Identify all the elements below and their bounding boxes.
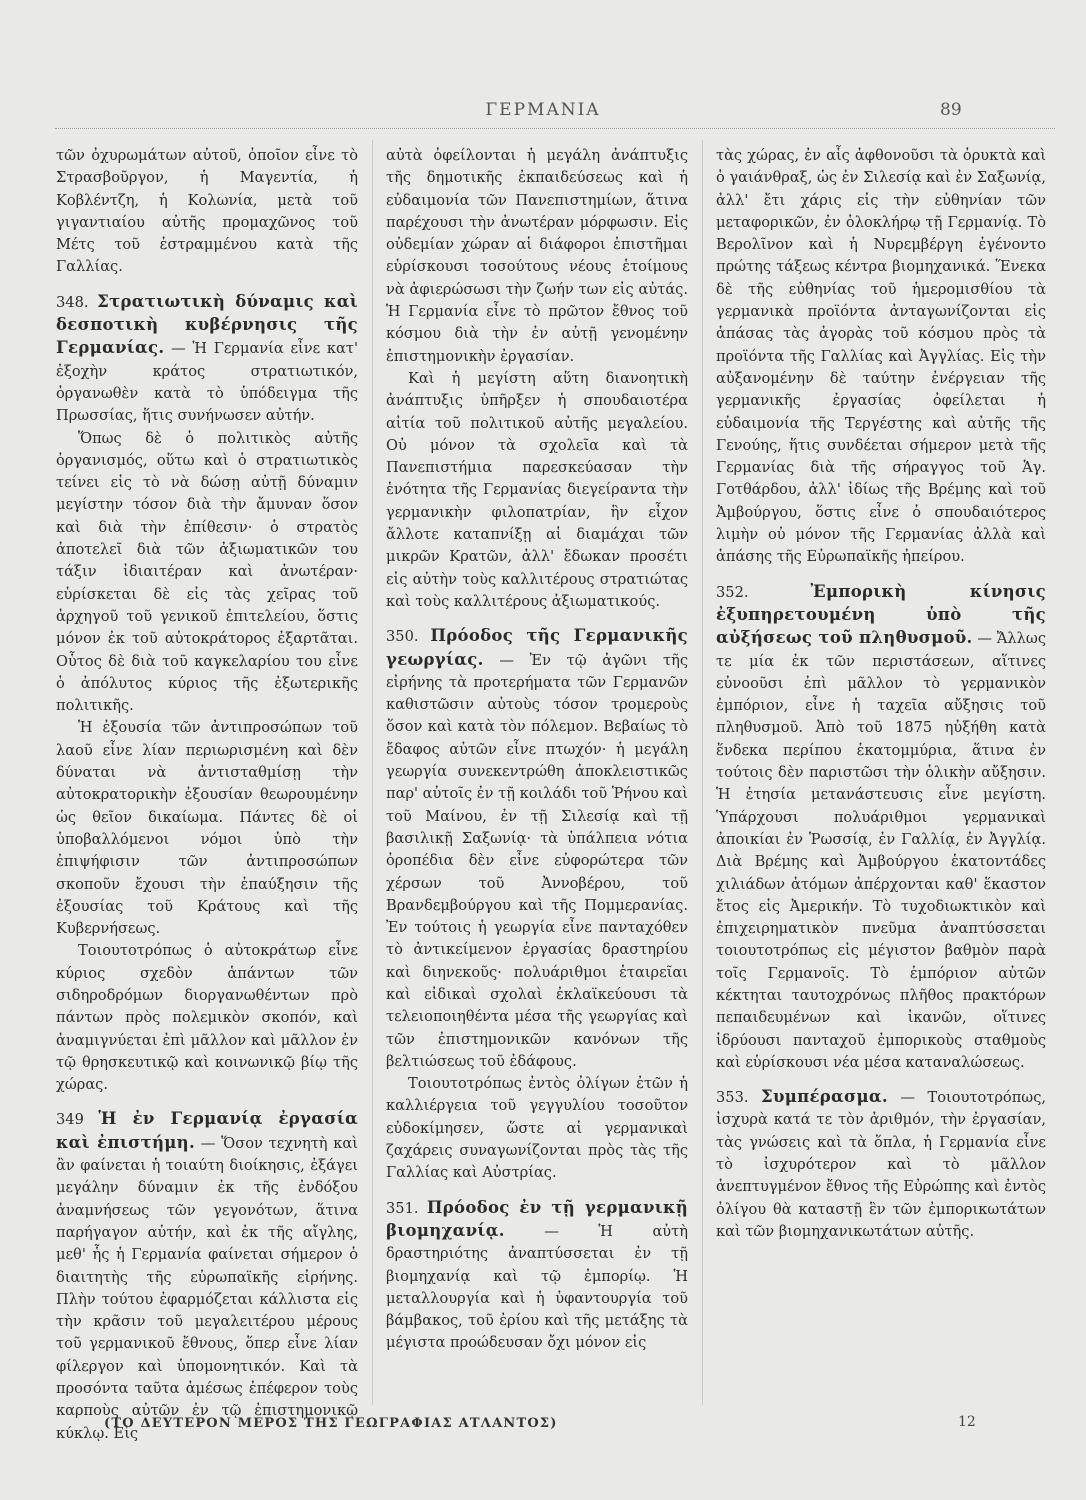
section-heading: Στρατιωτικὴ δύναμις καὶ δεσποτικὴ κυβέρνησις τῆς Γερμανίας. bbox=[56, 291, 358, 358]
section-351 bbox=[386, 1197, 688, 1355]
paragraph: αὐτὰ ὀφείλονται ἡ μεγάλη ἀνάπτυξις τῆς δημοτικῆς ἐκπαιδεύσεως καὶ ἡ εὐδαιμονία τῶν Πανεπιστημίων, ἅτινα παρέχουσι τὴν ἀνωτέραν μόρφωσιν. Εἰς οὐδεμίαν χώραν αἱ διάφοροι ἐπιστῆμαι εὑρίσκουσι τοσούτους νέους ἑτοίμους νὰ ἀφιερώσωσι τὴν ζωήν των εἰς αὐτάς. Ἡ Γερμανία εἶνε τὸ πρῶτον ἔθνος τοῦ κόσμου διὰ τὴν ἐν αὐτῇ γενομένην ἐπιστημονικὴν ἐργασίαν. bbox=[386, 147, 688, 365]
section-text: — Ἡ αὐτὴ δραστηριότης ἀναπτύσσεται ἐν τῇ βιομηχανίᾳ καὶ τῷ ἐμπορίῳ. Ἡ μεταλλουργία καὶ ἡ ὑφαντουργία τοῦ βάμβακος, τοῦ ἐρίου καὶ τῆς μετάξης τὰ μέγιστα προώδευσαν ὄχι μόνον εἰς bbox=[386, 1222, 688, 1352]
paragraph: τῶν ὀχυρωμάτων αὐτοῦ, ὁποῖον εἶνε τὸ Στρασβοῦργον, ἡ Μαγεντία, ἡ Κοβλέντζη, ἡ Κολωνία, μετὰ τοῦ γιγαντιαίου αὐτῆς προμαχῶνος τοῦ Μέτς τοῦ ἐστραμμένου κατὰ τῆς Γαλλίας. bbox=[56, 147, 358, 276]
section-heading: Πρόοδος ἐν τῇ γερμανικῇ βιομηχανίᾳ. bbox=[386, 1197, 688, 1240]
column-right bbox=[716, 145, 1046, 1410]
footer-note: (ΤΟ ΔΕΥΤΕΡΟΝ ΜΕΡΟΣ ΤΗΣ ΓΕΩΓΡΑΦΙΑΣ ΑΤΛΑΝΤΟΣ) bbox=[104, 1416, 558, 1431]
section-heading: Συμπέρασμα. bbox=[760, 1087, 888, 1107]
section-number: 352. bbox=[716, 583, 749, 601]
section-number: 350. bbox=[386, 628, 419, 646]
section-353 bbox=[716, 1086, 1046, 1243]
section-heading: Πρόοδος τῆς Γερμανικῆς γεωργίας. bbox=[386, 626, 688, 669]
section-text: — Ὅσον τεχνητὴ καὶ ἂν φαίνεται ἡ τοιαύτη διοίκησις, ἐξάγει μεγάλην δύναμιν ἐκ τῆς ἐνδόξου ἀναμνήσεως τῶν γεγονότων, ἅτινα παρήγαγον αὐτήν, καὶ ἐκ τῆς αἴγλης, μεθ' ἧς ἡ Γερμανία φαίνεται σήμερον ὁ διαιτητὴς τῆς εὐρωπαϊκῆς εἰρήνης. Πλὴν τούτου ἐφαρμόζεται κάλλιστα εἰς τὴν κρᾶσιν τοῦ μεγαλειτέρου μέρους τοῦ γερμανικοῦ ἔθνους, ὅπερ εἶνε λίαν φίλεργον καὶ ὑπομονητικόν. Καὶ τὰ προσόντα ταῦτα ἀμέσως ἐπέφερον τοὺς καρποὺς αὐτῶν ἐν τῷ ἐπιστημονικῷ κύκλῳ. Εἰς bbox=[56, 1134, 359, 1442]
section-350 bbox=[386, 625, 688, 1073]
section-text: — Ἡ Γερμανία εἶνε κατ' ἐξοχὴν κράτος στρατιωτικόν, ὀργανωθὲν κατὰ τὸ ὑπόδειγμα τῆς Πρωσσίας, ἥτις συνήνωσεν αὐτήν. bbox=[56, 340, 358, 425]
header-rule bbox=[55, 128, 1055, 129]
section-text: — Ἐν τῷ ἀγῶνι τῆς εἰρήνης τὰ προτερήματα τῶν Γερμανῶν καθιστῶσιν αὐτοὺς τόσον τρομεροὺς ὅσον καὶ κατὰ τὸν πόλεμον. Βεβαίως τὸ ἔδαφος αὐτῶν εἶνε πτωχόν· ἡ μεγάλη γεωργία συνεκεντρώθη ἀποκλειστικῶς παρ' αὐτοῖς ἐν τῇ κοιλάδι τοῦ Ῥήνου καὶ τοῦ Μαίνου, ἐν τῇ Σιλεσίᾳ καὶ τῇ βασιλικῇ Σαξωνίᾳ· τὰ ὑπάλπεια νότια ὀροπέδια δὲν εἶνε εὐφορώτερα τῶν χέρσων τοῦ Ἀννοβέρου, τοῦ Βρανδεμβούργου καὶ τῆς Πομμερανίας. Ἐν τούτοις ἡ γεωργία εἶνε πανταχόθεν τὸ ἀντικείμενον ἐργασίας δραστηρίου καὶ διηνεκοῦς· πολυάριθμοι ἑταιρεῖαι καὶ εἰδικαὶ σχολαὶ ἐκλαϊκεύουσι τὰ τελειοποιηθέντα μέσα τῆς γεωργίας καὶ τῶν ἐπιστημονικῶν κανόνων τῆς βελτιώσεως τοῦ ἐδάφους. bbox=[386, 651, 689, 1070]
signature-mark: 12 bbox=[958, 1414, 976, 1430]
paragraph: Τοιουτοτρόπως ὁ αὐτοκράτωρ εἶνε κύριος σχεδὸν ἁπάντων τῶν σιδηροδρόμων διοργανωθέντων πρὸ πάντων πρὸς πολεμικὸν σκοπόν, καὶ ἀναμιγνύεται ἐπὶ μᾶλλον καὶ μᾶλλον ἐν τῷ θρησκευτικῷ καὶ κοινωνικῷ βίῳ τῆς χώρας. bbox=[56, 942, 358, 1094]
section-number: 351. bbox=[386, 1199, 419, 1217]
paragraph: Ὅπως δὲ ὁ πολιτικὸς αὐτῆς ὀργανισμός, οὕτω καὶ ὁ στρατιωτικὸς τείνει εἰς τὸ νὰ δώσῃ αὐτῇ δύναμιν μεγίστην τόσον διὰ τὴν ἄμυναν ὅσον καὶ διὰ τὴν ἐπίθεσιν· ὁ στρατὸς ἀποτελεῖ διὰ τῶν ἀξιωματικῶν του τάξιν ἰδιαιτέραν καὶ ἀνωτέραν· εὑρίσκεται δὲ εἰς τὰς χεῖρας τοῦ ἀρχηγοῦ τοῦ γενικοῦ ἐπιτελείου, ὅστις μόνον ἐκ τοῦ αὐτοκράτορος ἐξαρτᾶται. Οὗτος δὲ διὰ τοῦ καγκελαρίου του εἶνε ὁ ἀπόλυτος κύριος τῆς ἐξωτερικῆς πολιτικῆς. bbox=[56, 429, 358, 715]
section-text: — Ἄλλως τε μία ἐκ τῶν περιστάσεων, αἵτινες εὐνοοῦσι ἐπὶ μᾶλλον τὸ γερμανικὸν ἐμπόριον, εἶνε ἡ ταχεῖα αὔξησις τοῦ πληθυσμοῦ. Ἀπὸ τοῦ 1875 ηὐξήθη κατὰ ἕνδεκα περίπου ἑκατομμύρια, ἅτινα ἐν τούτοις δὲν παριστῶσι τὴν ὁλικὴν αὔξησιν. Ἡ ἐτησία μετανάστευσις εἶνε μεγίστη. Ὑπάρχουσι πολυάριθμοι γερμανικαὶ ἀποικίαι ἐν Ῥωσσίᾳ, ἐν Γαλλίᾳ, ἐν Ἀγγλίᾳ. Διὰ Βρέμης καὶ Ἀμβούργου ἑκατοντάδες χιλιάδων ἀτόμων ἀπέρχονται καθ' ἕκαστον ἔτος εἰς Ἀμερικήν. Τὸ τυχοδιωκτικὸν καὶ ἐπιχειρηματικὸν πνεῦμα ἀναπτύσσεται τοιουτοτρόπως εἰς μέγιστον βαθμὸν παρὰ τοῖς Γερμανοῖς. Τὸ ἐμπόριον αὐτῶν κέκτηται ταυτοχρόνως πλῆθος πρακτόρων πεπαιδευμένων καὶ ἱκανῶν, οἵτινες ἱδρύουσι πανταχοῦ ἐμπορικοὺς σταθμοὺς καὶ εὑρίσκουσι νέα μέσα καταναλώσεως. bbox=[716, 630, 1046, 1071]
paragraph: Ἡ ἐξουσία τῶν ἀντιπροσώπων τοῦ λαοῦ εἶνε λίαν περιωρισμένη καὶ δὲν δύναται νὰ ἀντισταθμίσῃ τὴν αὐτοκρατορικὴν ἐξουσίαν θεωρουμένην ὡς θεῖον δικαίωμα. Πάντες δὲ οἱ ὑποβαλλόμενοι νόμοι ὑπὸ τὴν ἐπιψήφισιν τῶν ἀντιπροσώπων σκοποῦν ἔχουσι τὴν ἐπαύξησιν τῆς ἐξουσίας τοῦ Κράτους καὶ τῆς Κυβερνήσεως. bbox=[56, 719, 358, 938]
section-number: 353. bbox=[716, 1089, 749, 1107]
section-text: — Τοιουτοτρόπως, ἰσχυρὰ κατά τε τὸν ἀριθμόν, τὴν ἐργασίαν, τὰς γνώσεις καὶ τὰ ὅπλα, ἡ Γερμανία εἶνε τὸ ἰσχυρότερον καὶ τὸ μᾶλλον ἀνεπτυγμένον ἔθνος τῆς Εὐρώπης καὶ ἐντὸς ὀλίγου θὰ καταστῇ ἓν τῶν ἐμπορικωτάτων καὶ τῶν βιομηχανικωτάτων αὐτῆς. bbox=[716, 1089, 1047, 1240]
column-divider bbox=[372, 140, 373, 1405]
section-heading: Ἡ ἐν Γερμανίᾳ ἐργασία καὶ ἐπιστήμη. bbox=[56, 1109, 358, 1152]
paragraph: Τοιουτοτρόπως ἐντὸς ὀλίγων ἐτῶν ἡ καλλιέργεια τοῦ γεγγυλίου τοσοῦτον εὐδοκίμησεν, ὥστε αἱ γερμανικαὶ ζαχάρεις συναγωνίζονται πρὸς τὰς τῆς Γαλλίας καὶ Αὐστρίας. bbox=[386, 1075, 688, 1182]
section-heading: Ἐμπορικὴ κίνησις ἐξυπηρετουμένη ὑπὸ τῆς αὐξήσεως τοῦ πληθυσμοῦ. bbox=[716, 581, 1047, 648]
running-title: ΓΕΡΜΑΝΙΑ bbox=[485, 100, 601, 120]
section-348 bbox=[56, 291, 358, 428]
paragraph: Καὶ ἡ μεγίστη αὕτη διανοητικὴ ἀνάπτυξις ὑπῆρξεν ἡ σπουδαιοτέρα αἰτία τοῦ πολιτικοῦ αὐτῆς μεγαλείου. Οὐ μόνον τὰ σχολεῖα καὶ τὰ Πανεπιστήμια παρεσκεύασαν τὴν ἑνότητα τῆς Γερμανίας διεγείραντα τὴν γερμανικὴν φιλοπατρίαν, ἣν εἶχον ἄλλοτε καταπνίξῃ αἱ διαμάχαι τῶν μικρῶν Κρατῶν, ἀλλ' ἔδωκαν προσέτι εἰς αὐτὴν τοὺς καλλιτέρους στρατιώτας καὶ τοὺς καλλιτέρους ἀξιωματικούς. bbox=[386, 369, 688, 610]
section-349 bbox=[56, 1108, 358, 1444]
column-middle bbox=[386, 145, 688, 1410]
section-number: 348. bbox=[56, 293, 89, 311]
section-number: 349 bbox=[56, 1111, 84, 1129]
page-number: 89 bbox=[940, 100, 962, 120]
section-352 bbox=[716, 581, 1046, 1075]
paragraph: τὰς χώρας, ἐν αἷς ἀφθονοῦσι τὰ ὀρυκτὰ καὶ ὁ γαιάνθραξ, ὡς ἐν Σιλεσίᾳ καὶ ἐν Σαξωνίᾳ, ἀλλ' ἔτι χάρις εἰς τὴν εὐθηνίαν τῶν μεταφορικῶν, ἐν ὁλοκλήρῳ τῇ Γερμανίᾳ. Τὸ Βερολῖνον καὶ ἡ Νυρεμβέργη ἐγένοντο πρώτης τάξεως κέντρα βιομηχανικά. Ἕνεκα δὲ τῆς εὐθηνίας τοῦ ἡμερομισθίου τὰ γερμανικὰ προϊόντα ἀνταγωνίζονται εἰς ἁπάσας τὰς ἀγορὰς τοῦ κόσμου πρὸς τὰ προϊόντα τῆς Γαλλίας καὶ Ἀγγλίας. Εἰς τὴν αὐξανομένην δὲ ταύτην ἐνέργειαν τῆς γερμανικῆς ἐργασίας ὀφείλεται ἡ εὐδαιμονία τῆς Τεργέστης καὶ αὐτῆς τῆς Γενούης, ἥτις συνδέεται σήμερον μετὰ τῆς Γερμανίας διὰ τῆς σήραγγος τοῦ Ἁγ. Γοτθάρδου, ἀλλ' ἰδίως τῆς Βρέμης καὶ τοῦ Ἀμβούργου, ὅστις εἶνε ὁ σπουδαιότερος λιμὴν οὐ μόνον τῆς Γερμανίας ἀλλὰ καὶ ἁπάσης τῆς Εὐρωπαϊκῆς ἠπείρου. bbox=[716, 147, 1046, 566]
column-divider bbox=[702, 140, 703, 1405]
